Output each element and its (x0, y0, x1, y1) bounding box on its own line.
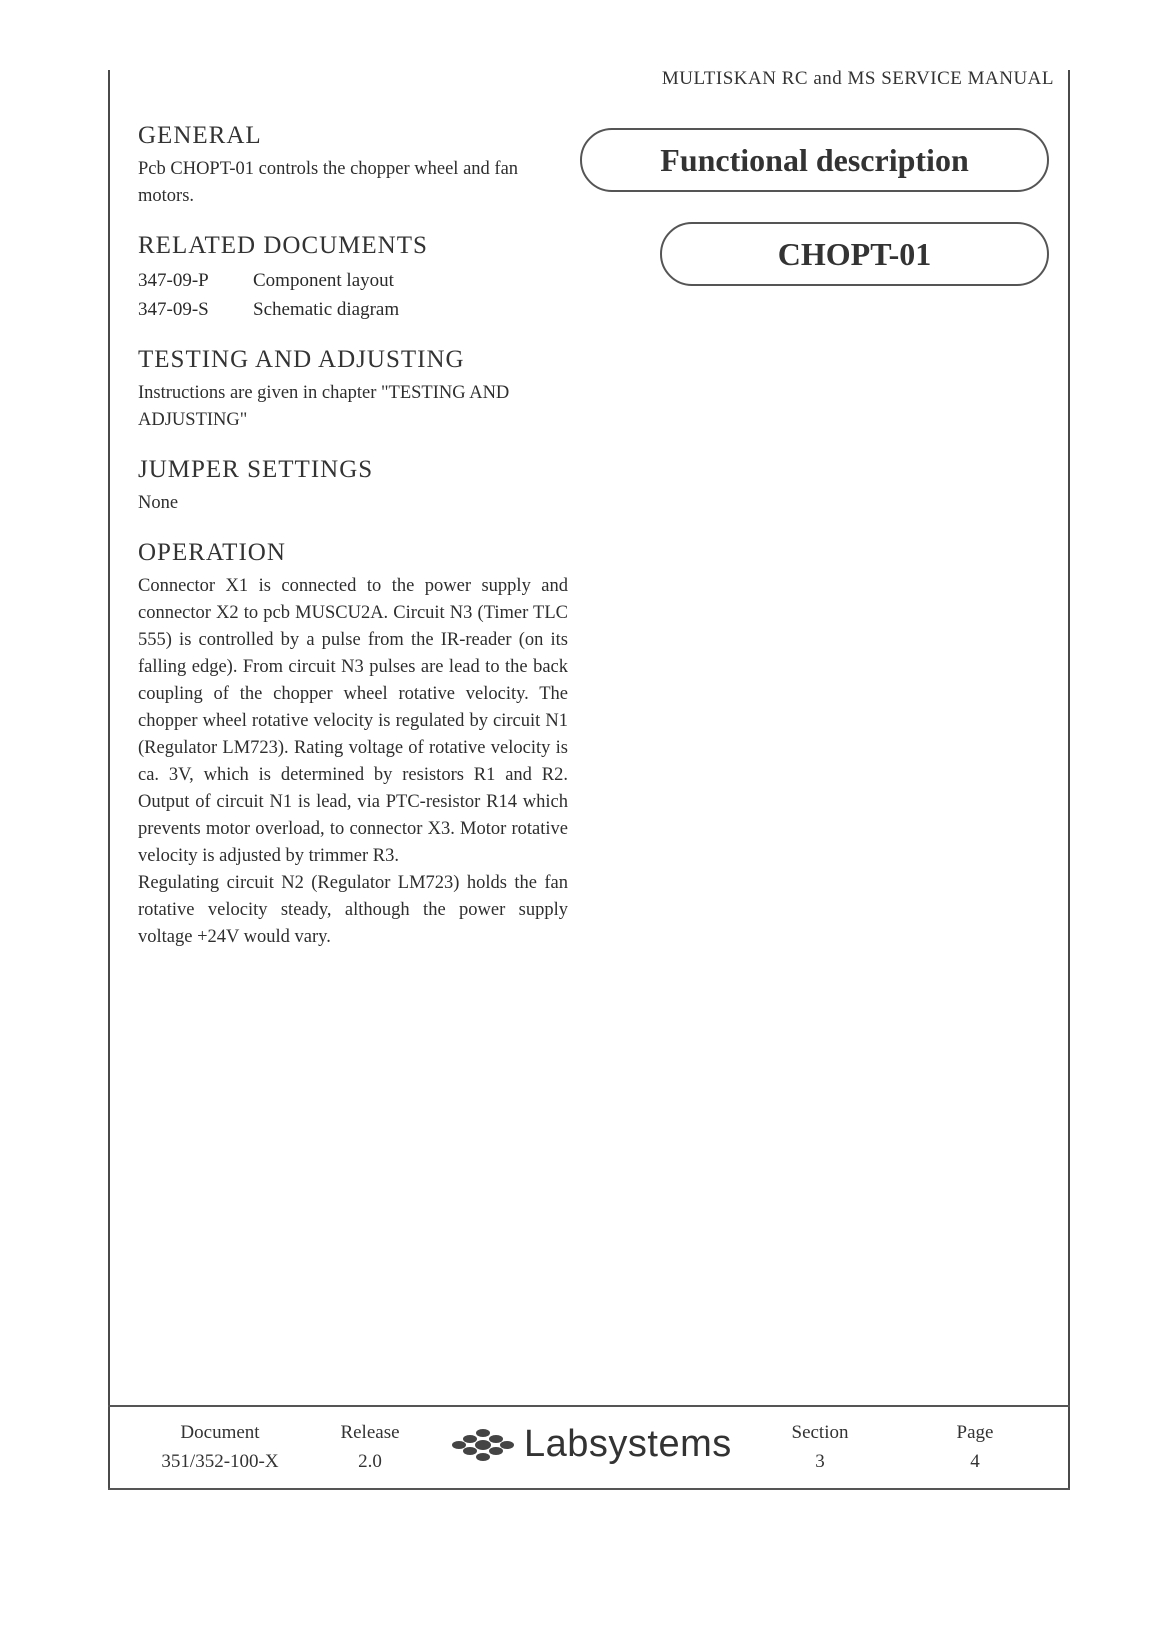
related-documents-section (138, 232, 568, 324)
release-value: 2.0 (358, 1451, 382, 1472)
general-section (138, 122, 568, 210)
jumper-text: None (138, 493, 179, 513)
functional-description-banner: Functional description (580, 128, 1049, 192)
company-name: Labsystems (524, 1423, 732, 1465)
right-border (1068, 70, 1070, 1490)
related-heading: RELATED DOCUMENTS (138, 232, 428, 259)
document-value: 351/352-100-X (161, 1451, 279, 1472)
testing-text: Instructions are given in chapter "TESTING AND ADJUSTING" (138, 383, 510, 430)
general-heading: GENERAL (138, 122, 262, 149)
company-logo (450, 1423, 732, 1466)
operation-heading: OPERATION (138, 539, 286, 566)
left-border (108, 70, 110, 1490)
operation-paragraph-1: Connector X1 is connected to the power supply and connector X2 to pcb MUSCU2A. Circuit N3 (Timer TLC 555) is controlled by a pulse from the IR-reader (on its falling edge). From circuit N3 pulses are lead to the back coupling of the chopper wheel rotative velocity. The chopper wheel rotative velocity is regulated by circuit N1 (Regulator LM723). Rating voltage of rotative velocity is ca. 3V, which is determined by resistors R1 and R2. Output of circuit N1 is lead, via PTC-resistor R14 which prevents motor overload, to connector X3. Motor rotative velocity is adjusted by trimmer R3. (138, 576, 568, 866)
related-document-row (138, 295, 568, 324)
document-number: 347-09-S (138, 299, 209, 320)
page-label: Page (956, 1422, 994, 1443)
jumper-section (138, 456, 568, 517)
general-text: Pcb CHOPT-01 controls the chopper wheel and fan motors. (138, 159, 519, 206)
labsystems-logo-icon (450, 1425, 516, 1465)
testing-section (138, 346, 568, 434)
footer-document (150, 1418, 290, 1476)
content-column (138, 122, 568, 973)
document-title: Component layout (253, 270, 394, 291)
release-label: Release (340, 1422, 400, 1443)
testing-heading: TESTING AND ADJUSTING (138, 346, 465, 373)
footer-release (325, 1418, 415, 1476)
board-name-banner: CHOPT-01 (660, 222, 1049, 286)
operation-paragraph-2: Regulating circuit N2 (Regulator LM723) holds the fan rotative velocity steady, although the power supply voltage +24V would vary. (138, 873, 568, 947)
manual-title: MULTISKAN RC and MS SERVICE MANUAL (661, 68, 1054, 89)
operation-section (138, 539, 568, 951)
related-document-row (138, 266, 568, 295)
section-label: Section (791, 1422, 849, 1443)
footer-top-rule (108, 1405, 1070, 1407)
document-label: Document (180, 1422, 260, 1443)
footer-section (770, 1418, 870, 1476)
document-number: 347-09-P (138, 270, 209, 291)
document-title: Schematic diagram (253, 299, 400, 320)
footer-bottom-rule (108, 1488, 1070, 1490)
page-value: 4 (970, 1451, 980, 1472)
footer-page (935, 1418, 1015, 1476)
section-value: 3 (815, 1451, 825, 1472)
jumper-heading: JUMPER SETTINGS (138, 456, 374, 483)
